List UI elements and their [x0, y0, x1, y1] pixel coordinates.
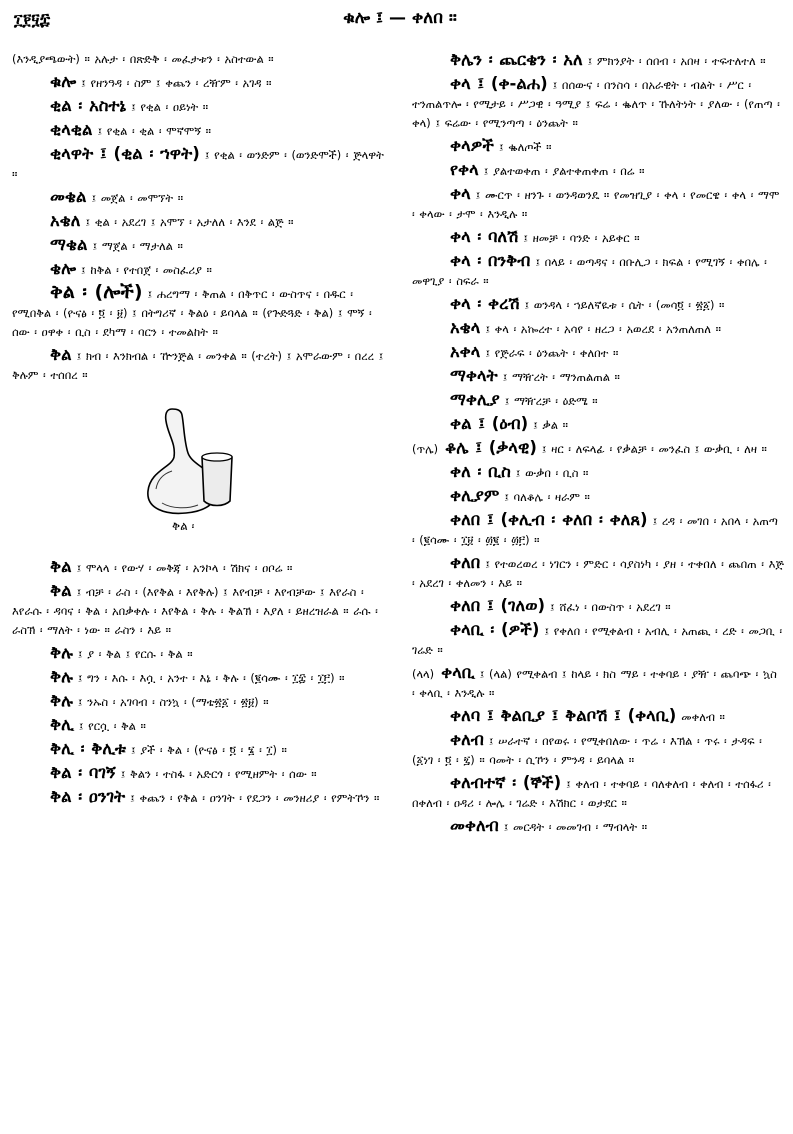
entry-definition: ፤ ማጀል ፡ ማታለል ። [92, 239, 183, 253]
headword: ቀላዎች [450, 136, 494, 155]
entry-definition: መቀለብ ። [681, 710, 725, 724]
headword: ቂላቂል [50, 120, 93, 139]
headword: ቀላ ፡ ቀረሽ [450, 294, 520, 313]
gourd-and-cup-drawing [132, 405, 262, 517]
headword: መቀለብ [450, 816, 499, 835]
dictionary-entry [12, 691, 390, 712]
dictionary-entry [412, 294, 784, 315]
dictionary-entry [412, 462, 784, 483]
right-column [412, 50, 784, 840]
dictionary-entry [412, 160, 784, 181]
headword: ቁሎ [50, 72, 77, 91]
headword: ቀለበ ፤ (ገለወ) [450, 596, 546, 615]
cup-rim [202, 453, 232, 461]
dictionary-entry [12, 235, 390, 256]
headword: ቀለበ [450, 553, 481, 572]
dictionary-entry [412, 816, 784, 837]
dictionary-entry [412, 342, 784, 363]
dictionary-entry [412, 510, 784, 550]
dictionary-entry [12, 739, 390, 760]
headword: ቀላ ፤ (ቀ-ልሐ) [450, 74, 548, 93]
headword: ቀሊያም [450, 486, 500, 505]
entry-definition: ፤ ቀለብ ፡ ተቀባይ ፡ ባለቀለብ ፡ ቀለብ ፡ ተሰፋሪ ፡ በቀለብ ፡ ዐዳሪ ፡ ሎሌ ፡ ገሬድ ፡ እሽክር ፡ ወታደር ። [412, 777, 771, 810]
dictionary-entry [12, 96, 390, 117]
dictionary-entry [12, 643, 390, 664]
headword: ቀለ ፡ ቢስ [450, 462, 511, 481]
entry-definition: ፤ ያልተወቀጠ ፡ ያልተቀጠቀጠ ፡ በሬ ። [483, 164, 645, 178]
dictionary-entry [12, 144, 390, 184]
entry-definition: ፤ ቅልን ፡ ተስፋ ፡ አድርጎ ፡ የሚዘምት ፡ ሰው ። [120, 767, 317, 781]
dictionary-entry [12, 787, 390, 808]
dictionary-entry [12, 259, 390, 280]
entry-definition: ፤ ሞላላ ፡ የውሃ ፡ መቅጃ ፡ አንኮላ ፡ ሽክና ፡ ዐቦሬ ። [76, 561, 293, 575]
dictionary-entry [412, 136, 784, 157]
entry-definition: ፤ መጀል ፡ መሞኘት ። [91, 191, 184, 205]
headword: ቀላቢ ፡ (ዎች) [450, 620, 540, 639]
headword: መቄል [50, 187, 87, 206]
dictionary-entry [12, 211, 390, 232]
entry-definition: ፤ ማዥረቻ ፡ ዕድሜ ። [504, 394, 598, 408]
entry-definition: ፤ ሐረግማ ፡ ቅጠል ፡ በቅጥር ፡ ውስጥና ፡ በዱር ፡ የሚበቅል ፡ (ዮናፅ ፡ ፬ ፡ ፱) ፤ በትግሪኛ ፡ ቅልዕ ፡ ይባላል ። (የጕድጓድ ፡ ቅል) ፤ ሞኝ ፡ ሰው ፡ ዐዋቀ ፡ ቢስ ፡ ደካማ ፡ ባርን ፡ ተመልከት ። [12, 287, 372, 339]
headword: የቀላ [450, 160, 479, 179]
dictionary-entry [12, 120, 390, 141]
entry-definition: ፤ ያች ፡ ቅል ፡ (ዮናፅ ፡ ፬ ፡ ፮ ፡ ፲) ። [131, 743, 287, 757]
dictionary-entry [412, 318, 784, 339]
headword: ቄሎ [50, 259, 77, 278]
cup-shape [202, 454, 232, 506]
dictionary-entry [412, 553, 784, 593]
dictionary-entry [12, 283, 390, 342]
entry-definition: ፤ የጅራፍ ፡ ዕንጨት ፡ ቀለበተ ። [485, 346, 619, 360]
entry-definition: ፤ ብቻ ፡ ራስ ፡ (እየቅል ፡ እየቅሉ) ፤ እየብቻ ፡ እየብቻው ፤ እየራስ ፡ እየራሱ ፡ ዳባና ፡ ቅል ፡ አበቃቀሉ ፡ እየቅል ፡ ቅሉ ፡ ቅልኽ ፡ እያለ ፡ ይዘረዝራል ። ራሱ ፡ ራስኽ ፡ ማለት ፡ ነው ። ራስን ፡ እይ ። [12, 585, 378, 637]
entry-definition: ፤ ቈለጦች ። [498, 140, 552, 154]
entry-definition: ፤ የቀለበ ፡ የሚቀልብ ፡ አብሊ ፡ አጠጪ ፡ ረድ ፡ መጋቢ ፡ ገሬድ ። [412, 624, 783, 657]
entry-definition: ፤ ቃል ። [533, 418, 568, 432]
entry-definition: ፤ ዘመቻ ፡ ባንድ ፡ አይቀር ። [523, 231, 640, 245]
left-column [12, 50, 390, 811]
headword: ቅል ፡ ባገኝ [50, 763, 116, 782]
dictionary-entry [412, 773, 784, 813]
entry-definition: ፤ ምክንያት ፡ ሰበብ ፡ አበዛ ፡ ተፍተለተለ ። [587, 54, 766, 68]
headword: ቅል [50, 557, 72, 576]
entry-definition: ፤ ባለቆሌ ፡ ዛራም ። [504, 490, 590, 504]
dictionary-entry [412, 184, 784, 224]
dictionary-entry [12, 72, 390, 93]
headword: ቀላ ፡ በንቅብ [450, 251, 531, 270]
headword: ማቄል [50, 235, 88, 254]
headword: ቀላ [450, 184, 471, 203]
entry-definition: ፤ ሸፈነ ፡ በውስጥ ፡ አደረገ ። [550, 600, 671, 614]
headword: ቀለባ ፤ ቅልቢያ ፤ ቅልቦሽ ፤ (ቀላቢ) [450, 706, 677, 725]
entry-definition: ፤ የተወረወረ ፡ ነገርን ፡ ምድር ፡ ሳያስነካ ፡ ያዘ ፡ ተቀበለ ፡ ጨበጠ ፡ እጅ ፡ አደረገ ፡ ቀለመን ፡ እይ ። [412, 557, 784, 590]
entry-definition: ፤ ያ ፡ ቅል ፤ የርሱ ፡ ቅል ። [77, 647, 193, 661]
entry-definition: ፤ የቂል ፡ ወንድም ፡ (ወንድሞች) ፡ ጅላዋት ። [12, 148, 384, 181]
dictionary-entry [412, 730, 784, 770]
entry-definition: ፤ መርዳት ፡ መመገብ ፡ ማብላት ። [503, 820, 648, 834]
dictionary-entry [12, 715, 390, 736]
entry-definition: ፤ (ላል) የሚቀልብ ፤ ከላይ ፡ ክስ ማይ ፡ ተቀባይ ፡ ያዥ ፡ ጨባጭ ፡ ኳስ ፡ ቀላቢ ፡ እንዲሉ ። [412, 667, 777, 700]
entry-definition: ፤ ክብ ፡ እንክብል ፡ ዅንጅል ፡ መንቀል ። (ተረት) ፤ አሞራውም ፡ በረረ ፤ ቅሉም ፡ ተሰበረ ። [12, 349, 384, 382]
headword: ቀለብተኛ ፡ (ኞች) [450, 773, 562, 792]
entry-definition: ፤ ወንዳላ ፡ ኀይለኛዪቱ ፡ ሴት ፡ (መሳ፬ ፡ ፳፩) ። [524, 298, 725, 312]
entry-definition: ፤ ቀላ ፡ አኰረተ ፡ አሳየ ፡ ዘረጋ ፡ አወረደ ፡ አንጠለጠለ ። [485, 322, 721, 336]
entry-definition: ፤ ውቃበ ፡ ቢስ ። [515, 466, 589, 480]
headword: አቄለ [50, 211, 81, 230]
headword: ቂላዋት ፤ (ቂል ፡ ኀዋት) [50, 144, 200, 163]
headword: አቀላ [450, 342, 481, 361]
headword: ቀላቢ [441, 663, 475, 682]
entry-definition: ፤ ቂል ፡ አደረገ ፤ አሞኘ ፡ አታለለ ፡ እንደ ፡ ልጅ ። [85, 215, 294, 229]
figure-caption: ቅል ፡ [172, 519, 195, 533]
gourd-illustration [12, 405, 390, 543]
entry-definition: ፤ ቀጨን ፡ የቅል ፡ ዐንገት ፡ የደጋን ፡ መንዘሪያ ፡ የምትኾን ። [130, 791, 380, 805]
dictionary-entry [12, 581, 390, 640]
entry-definition: ፤ የርሷ ፡ ቅል ። [78, 719, 146, 733]
headword: ቅል [50, 345, 72, 364]
headword: ቅል [50, 581, 72, 600]
headword: ቅል ፡ (ሎች) [50, 281, 143, 303]
dictionary-entry [412, 620, 784, 660]
entry-definition: ፤ ንኡስ ፡ አገባብ ፡ ስንኳ ፡ (ማቴ፳፩ ፡ ፳፱) ። [77, 695, 269, 709]
dictionary-entry [412, 706, 784, 727]
dictionary-entry [412, 251, 784, 291]
dictionary-entry [412, 486, 784, 507]
dictionary-entry [412, 50, 784, 71]
headword: ቅሉ [50, 667, 73, 686]
entry-definition: ፤ ሙርጥ ፡ ዘንጉ ፡ ወንዳወንዴ ። የመዝጊያ ፡ ቀላ ፡ የመርዌ ፡ ቀላ ፡ ማሞ ፡ ቀላው ፡ ታሞ ፡ እንዲሉ ። [412, 188, 780, 221]
headword: ቀል ፤ (ዕብ) [450, 414, 529, 433]
headword: ቀለበ ፤ (ቀሊብ ፡ ቀለበ ፡ ቀለጸ) [450, 510, 648, 529]
dictionary-entry [412, 390, 784, 411]
entry-definition: ፤ የዘንዓዳ ፡ ስም ፤ ቀጨን ፡ ረዥም ፡ አገዳ ። [81, 76, 272, 90]
headword: ቀለብ [450, 730, 484, 749]
dictionary-entry [412, 414, 784, 435]
entry-definition: (እንዲያጫውት) ። አሉታ ፡ በጽድቅ ፡ መፈታቱን ፡ አስተውል ። [12, 52, 274, 66]
dictionary-entry [12, 187, 390, 208]
dictionary-entry [12, 763, 390, 784]
headword: ቆሌ ፤ (ቃላዊ) [445, 438, 537, 457]
page-number: ፲፻፶፰ [14, 10, 51, 29]
dictionary-entry [412, 74, 784, 133]
entry-definition: ፤ ሠራተኛ ፡ በየወሩ ፡ የሚቀበለው ፡ ጥሬ ፡ እኽል ፡ ጥሩ ፡ ታዳፍ ፡ (፩ነገ ፡ ፬ ፡ ፯) ። ባመት ፡ ሲኾን ፡ ምንዳ ፡ ይባላል ። [412, 734, 762, 767]
dictionary-entry [12, 50, 390, 69]
entry-definition: ፤ የቂል ፡ ዐይነት ። [131, 100, 209, 114]
entry-definition: ፤ ግን ፡ እሱ ፡ እሷ ፡ አንተ ፡ እኔ ፡ ቅሉ ፡ (፪ሳሙ ፡ ፲፰ ፡ ፲፫) ። [77, 671, 345, 685]
dictionary-entry [12, 345, 390, 385]
entry-definition: ፤ የቂል ፡ ቂል ፡ ሞኛሞኝ ። [97, 124, 211, 138]
dictionary-entry [412, 596, 784, 617]
headword: አቄላ [450, 318, 481, 337]
dictionary-entry [412, 366, 784, 387]
headword: ቀላ ፡ ባለሽ [450, 227, 519, 246]
headword: ቅሉ [50, 691, 73, 710]
entry-definition: ፤ ረዳ ፡ መገበ ፡ አበላ ፡ አጠጣ ፡ (፪ሳሙ ፡ ፲፱ ፡ ፴፪ ፡ ፴፫) ። [412, 514, 778, 547]
entry-label: (ጥሌ) [412, 442, 439, 456]
entry-definition: ፤ በላይ ፡ ወጣዳና ፡ በቡሊጋ ፡ ክፍል ፡ የሚገኝ ፡ ቀበሌ ፡ መዋጊያ ፡ ስፍራ ። [412, 255, 767, 288]
entry-definition: ፤ ከቅል ፡ የተበጀ ፡ መስፈሪያ ። [81, 263, 212, 277]
headword: ማቀሊያ [450, 390, 500, 409]
dictionary-entry [412, 227, 784, 248]
entry-definition: ፤ በሰውና ፡ በንስሳ ፡ በአራዊት ፡ ብልት ፡ ሥር ፡ ተንጠልጥሎ ፡ የሚታይ ፡ ሥጋዊ ፡ ዓሚያ ፤ ፍሬ ፡ ቈለጥ ፡ ኹለትነት ፡ ያለው ፡ (የጠጣ ፡ ቀላ) ፤ ፍሬው ፡ የሚንጣጣ ፡ ዕንጨት ። [412, 78, 780, 130]
entry-definition: ፤ ዛር ፡ ለፍላፊ ፡ የቃልቻ ፡ መንፈስ ፤ ውቃቢ ፡ ለዛ ። [541, 442, 767, 456]
entry-definition: ፤ ማዥረት ፡ ማንጠልጠል ። [502, 370, 620, 384]
headword: ቅሉ [50, 643, 73, 662]
headword: ቅሌን ፡ ጨርቄን ፡ አለ [450, 50, 583, 69]
headword: ቅሊ ፡ ቅሊቱ [50, 739, 127, 758]
dictionary-entry [12, 667, 390, 688]
dictionary-entry [12, 557, 390, 578]
dictionary-entry [412, 438, 784, 459]
headword: ቅል ፡ ዐንገት [50, 787, 126, 806]
headword: ቂል ፡ አስተኔ [50, 96, 127, 115]
headword: ቅሊ [50, 715, 74, 734]
entry-label: (ላላ) [412, 667, 435, 681]
headword: ማቀላት [450, 366, 498, 385]
running-head: ቁሎ ፤ — ቀለበ ። [343, 8, 457, 28]
dictionary-entry [412, 663, 784, 703]
